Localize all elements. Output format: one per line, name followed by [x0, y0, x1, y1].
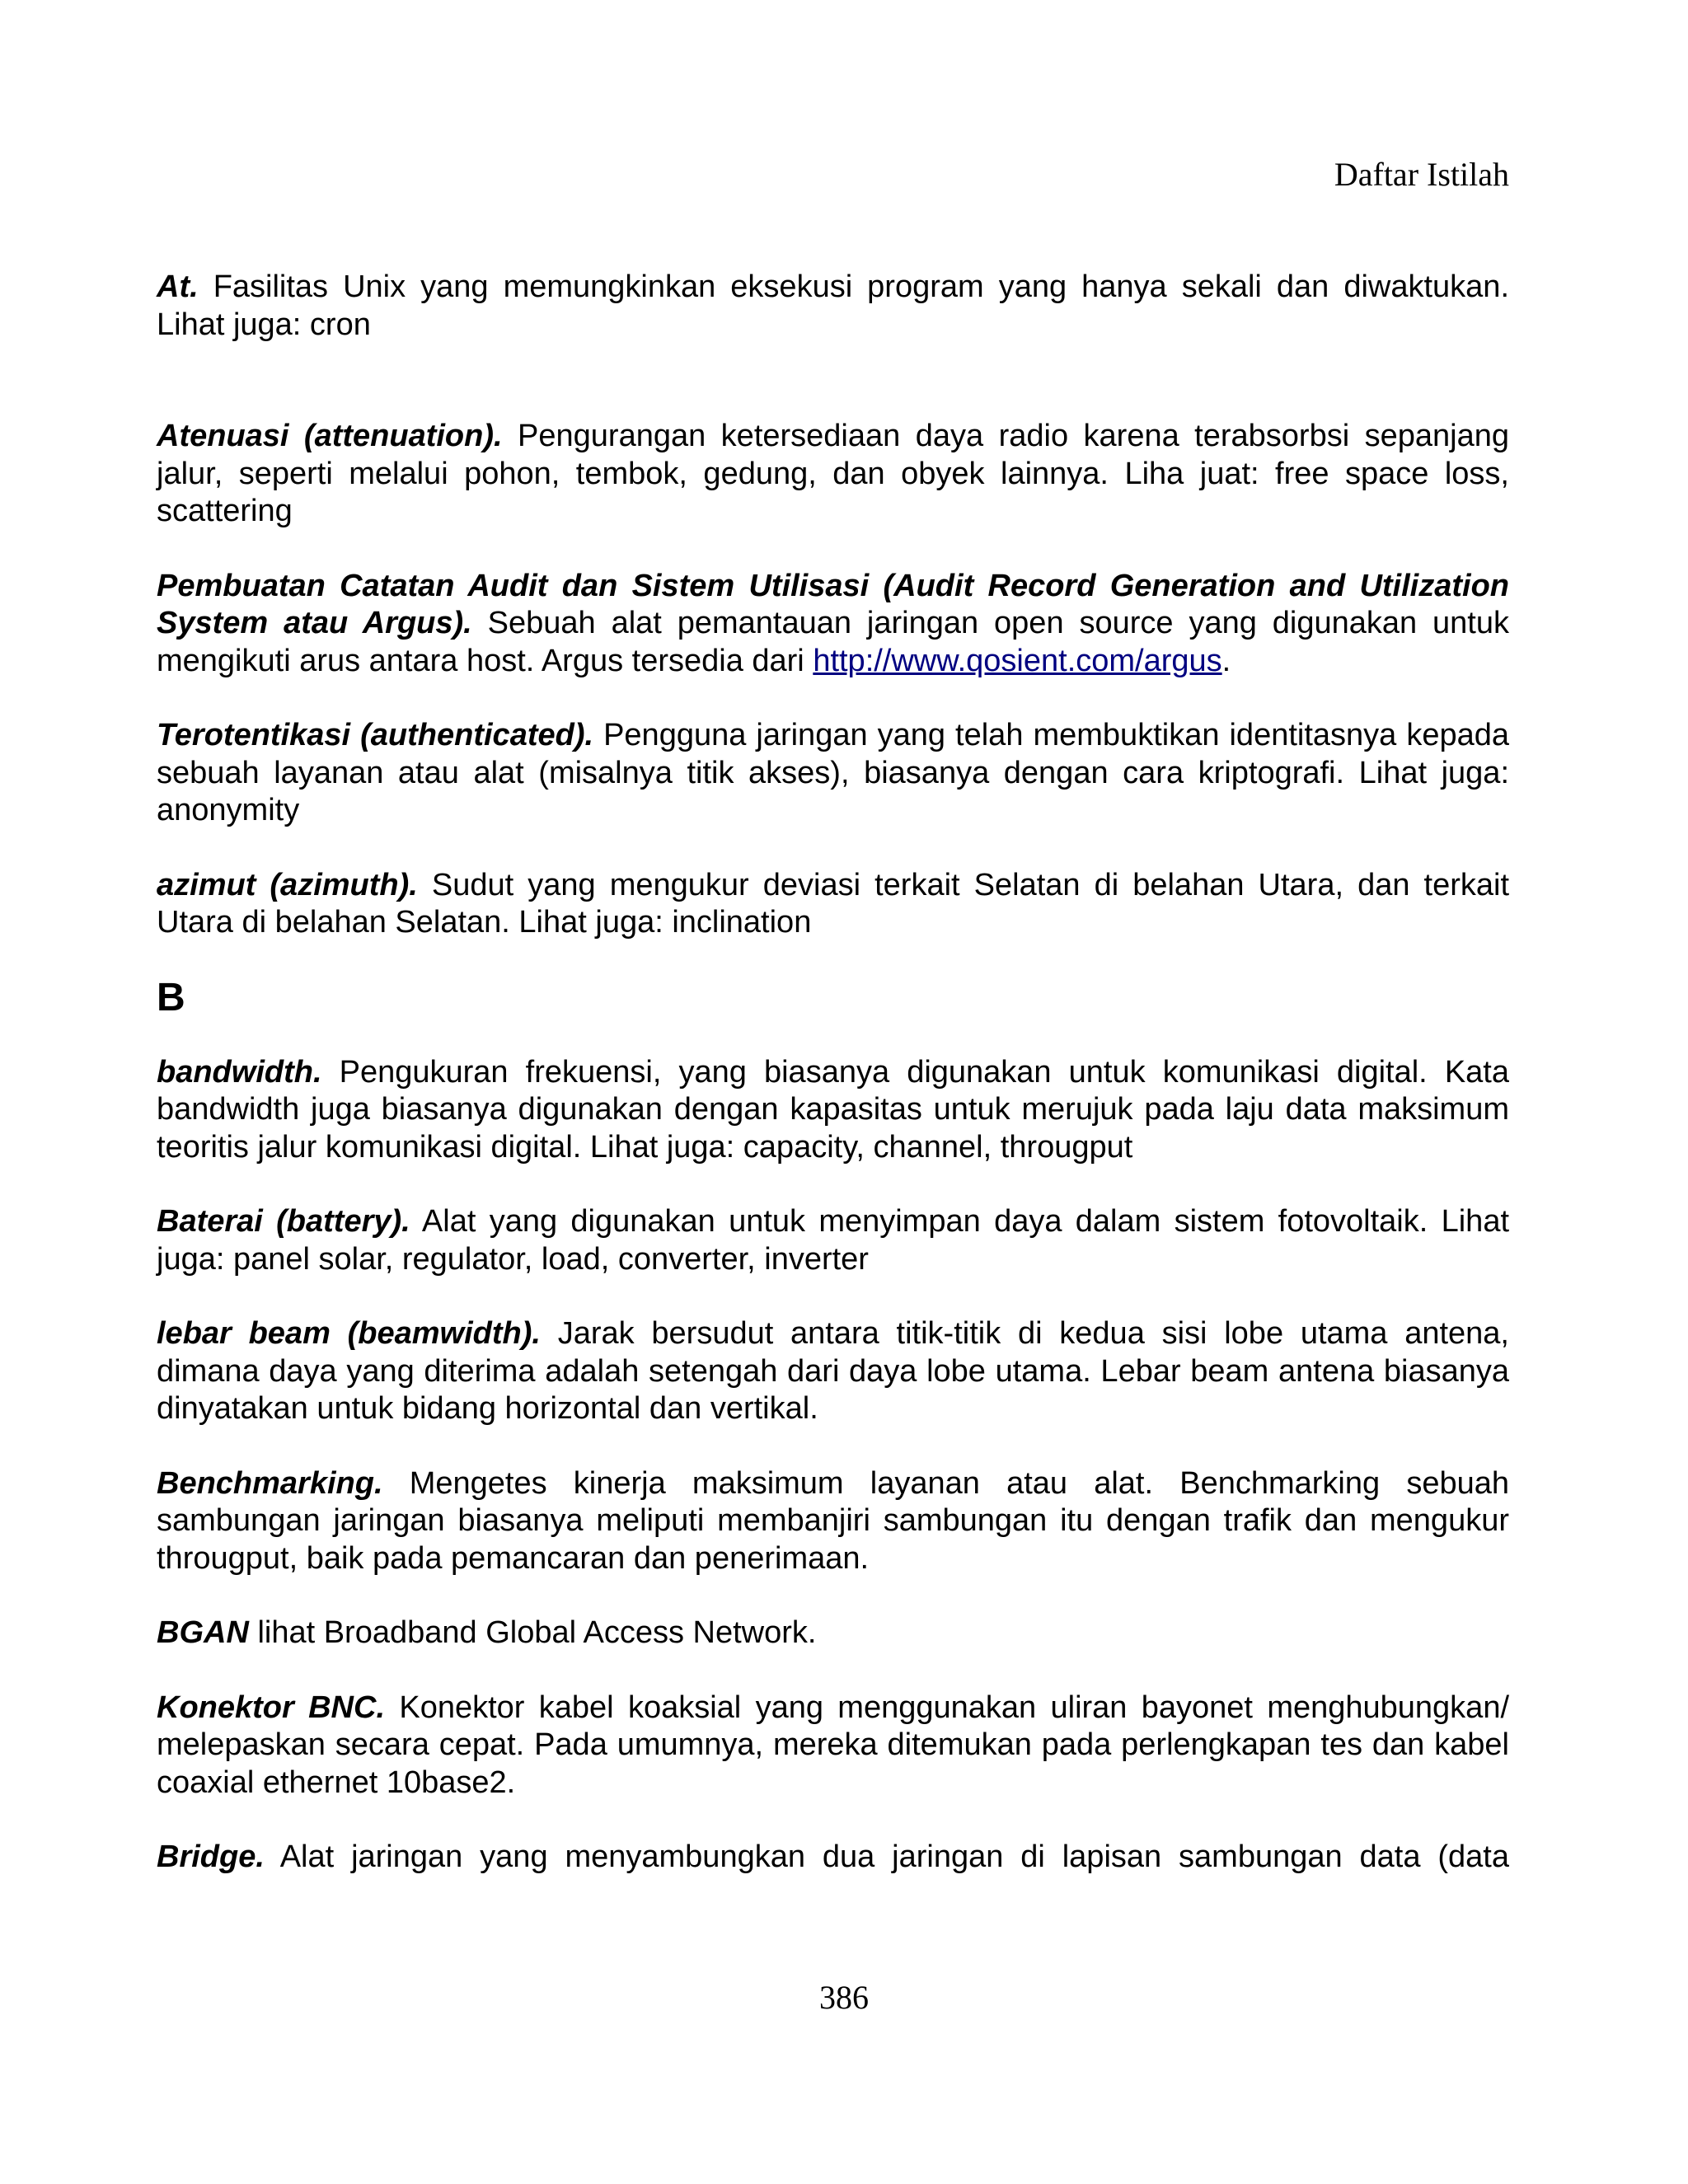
- entry-term: Konektor BNC.: [157, 1690, 386, 1725]
- argus-link[interactable]: http://www.qosient.com/argus: [813, 643, 1222, 678]
- glossary-entry-bnc: [157, 1690, 1509, 1802]
- entry-term: Baterai (battery).: [157, 1204, 410, 1239]
- page-number: 386: [819, 1979, 869, 2016]
- entry-term: lebar beam (beamwidth).: [157, 1316, 541, 1351]
- entry-definition: Alat jaringan yang menyambungkan dua jaringan di lapisan sambungan data (data: [264, 1840, 1509, 1874]
- glossary-entry-baterai: [157, 1203, 1509, 1278]
- entry-definition: Mengetes kinerja maksimum layanan atau alat. Benchmarking sebuah sambungan jaringan biasanya meliputi membanjiri sambungan itu dengan trafik dan mengukur througput, baik pada pemancaran dan penerimaan.: [157, 1465, 1509, 1576]
- section-heading-b: B: [157, 975, 185, 1019]
- entry-definition: Fasilitas Unix yang memungkinkan eksekusi program yang hanya sekali dan diwaktukan. Lihat juga: cron: [157, 269, 1509, 342]
- entry-definition: Sudut yang mengukur deviasi terkait Selatan di belahan Utara, dan terkait Utara di belahan Selatan. Lihat juga: inclination: [157, 867, 1510, 940]
- entry-term: Pembuatan Catatan Audit dan Sistem Utilisasi (Audit Record Generation and Utilization System atau Argus).: [157, 568, 1509, 640]
- entry-term: Terotentikasi (authenticated).: [157, 718, 594, 752]
- glossary-entry-terotentikasi: [157, 717, 1509, 830]
- entry-definition: Pengukuran frekuensi, yang biasanya digunakan untuk komunikasi digital. Kata bandwidth juga biasanya digunakan dengan kapasitas untuk merujuk pada laju data maksimum teoritis jalur komunikasi digital. Lihat juga: capacity, channel, througput: [157, 1054, 1509, 1165]
- glossary-entry-bridge: [157, 1839, 1509, 1877]
- entry-term: Benchmarking.: [157, 1465, 383, 1501]
- glossary-entry-atenuasi: [157, 418, 1509, 531]
- entry-definition-end: .: [1221, 643, 1231, 678]
- glossary-entry-benchmarking: [157, 1465, 1509, 1578]
- entry-term: At.: [157, 269, 199, 304]
- glossary-entry-beamwidth: [157, 1315, 1509, 1428]
- entry-definition: lihat Broadband Global Access Network.: [248, 1615, 817, 1650]
- entry-term: BGAN: [157, 1615, 249, 1650]
- entry-definition: Pengurangan ketersediaan daya radio karena terabsorbsi sepanjang jalur, seperti melalui pohon, tembok, gedung, dan obyek lainnya. Liha juat: free space loss, scattering: [157, 419, 1509, 528]
- entry-term: bandwidth.: [157, 1054, 322, 1090]
- entry-definition: Jarak bersudut antara titik-titik di kedua sisi lobe utama antena, dimana daya yang diterima adalah setengah dari daya lobe utama. Lebar beam antena biasanya dinyatakan untuk bidang horizontal dan vertikal.: [157, 1316, 1509, 1426]
- entry-definition: Sebuah alat pemantauan jaringan open source yang digunakan untuk mengikuti arus antara host. Argus tersedia dari: [157, 606, 1510, 678]
- glossary-entry-at: [157, 269, 1509, 344]
- page-header-title: Daftar Istilah: [1334, 156, 1509, 193]
- glossary-entry-argus: [157, 568, 1509, 681]
- entry-term: Bridge.: [157, 1840, 265, 1874]
- glossary-entry-azimut: [157, 867, 1509, 942]
- entry-term: Atenuasi (attenuation).: [157, 419, 503, 453]
- glossary-entry-bandwidth: [157, 1054, 1509, 1167]
- entry-term: azimut (azimuth).: [157, 867, 418, 902]
- entry-definition: Alat yang digunakan untuk menyimpan daya dalam sistem fotovoltaik. Lihat juga: panel solar, regulator, load, converter, inverter: [157, 1204, 1510, 1277]
- entry-definition: Konektor kabel koaksial yang menggunakan uliran bayonet menghubungkan/ melepaskan secara cepat. Pada umumnya, mereka ditemukan pada perlengkapan tes dan kabel coaxial ethernet 10base2.: [157, 1690, 1510, 1800]
- glossary-content: [157, 269, 1509, 1877]
- entry-definition: Pengguna jaringan yang telah membuktikan identitasnya kepada sebuah layanan atau alat (misalnya titik akses), biasanya dengan cara kriptografi. Lihat juga: anonymity: [157, 718, 1509, 827]
- glossary-entry-bgan: [157, 1615, 1509, 1652]
